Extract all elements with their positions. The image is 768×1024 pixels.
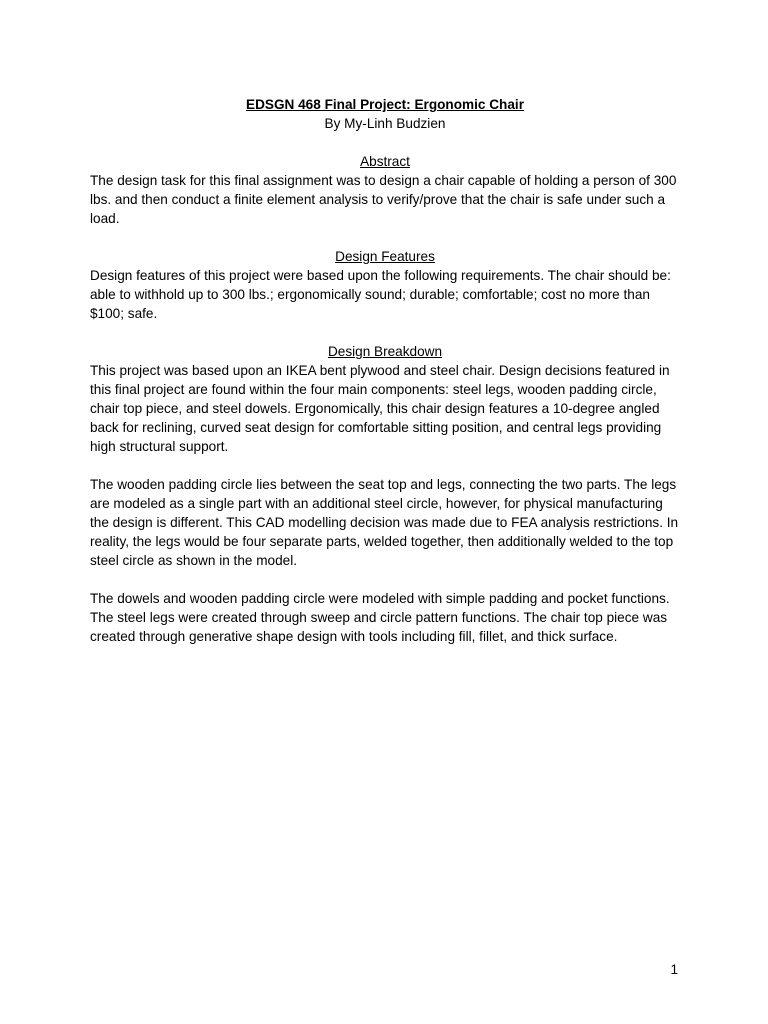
section-heading-design-breakdown: Design Breakdown	[327, 344, 443, 359]
design-breakdown-paragraph-2: The wooden padding circle lies between the seat top and legs, connecting the two parts. The legs are modeled as a single part with an additional steel circle, however, for physical manufacturing the design is different. This CAD modelling decision was made due to FEA analysis restrictions. In reality, the legs would be four separate parts, welded together, then additionally welded to the top steel circle as shown in the model.	[90, 477, 679, 568]
design-features-paragraph: Design features of this project were based upon the following requirements. The chair should be: able to withhold up to 300 lbs.; ergonomically sound; durable; comfortable; cost no more than $100; safe.	[90, 268, 671, 321]
section-heading-abstract: Abstract	[360, 154, 410, 169]
design-breakdown-paragraph-3: The dowels and wooden padding circle were modeled with simple padding and pocket functions. The steel legs were created through sweep and circle pattern functions. The chair top piece was created through generative shape design with tools including fill, fillet, and thick surface.	[90, 591, 670, 644]
design-breakdown-paragraph-1: This project was based upon an IKEA bent plywood and steel chair. Design decisions featured in this final project are found within the four main components: steel legs, wooden padding circle, chair top piece, and steel dowels. Ergonomically, this chair design features a 10-degree angled back for reclining, curved seat design for comfortable sitting position, and central legs providing high structural support.	[90, 363, 670, 454]
document-author: By My-Linh Budzien	[324, 116, 446, 131]
section-heading-design-features: Design Features	[335, 249, 435, 264]
page-number: 1	[670, 962, 678, 977]
document-title: EDSGN 468 Final Project: Ergonomic Chair	[246, 97, 524, 112]
abstract-paragraph: The design task for this final assignment was to design a chair capable of holding a person of 300 lbs. and then conduct a finite element analysis to verify/prove that the chair is safe under such a load.	[90, 173, 677, 226]
document-body	[90, 95, 680, 646]
